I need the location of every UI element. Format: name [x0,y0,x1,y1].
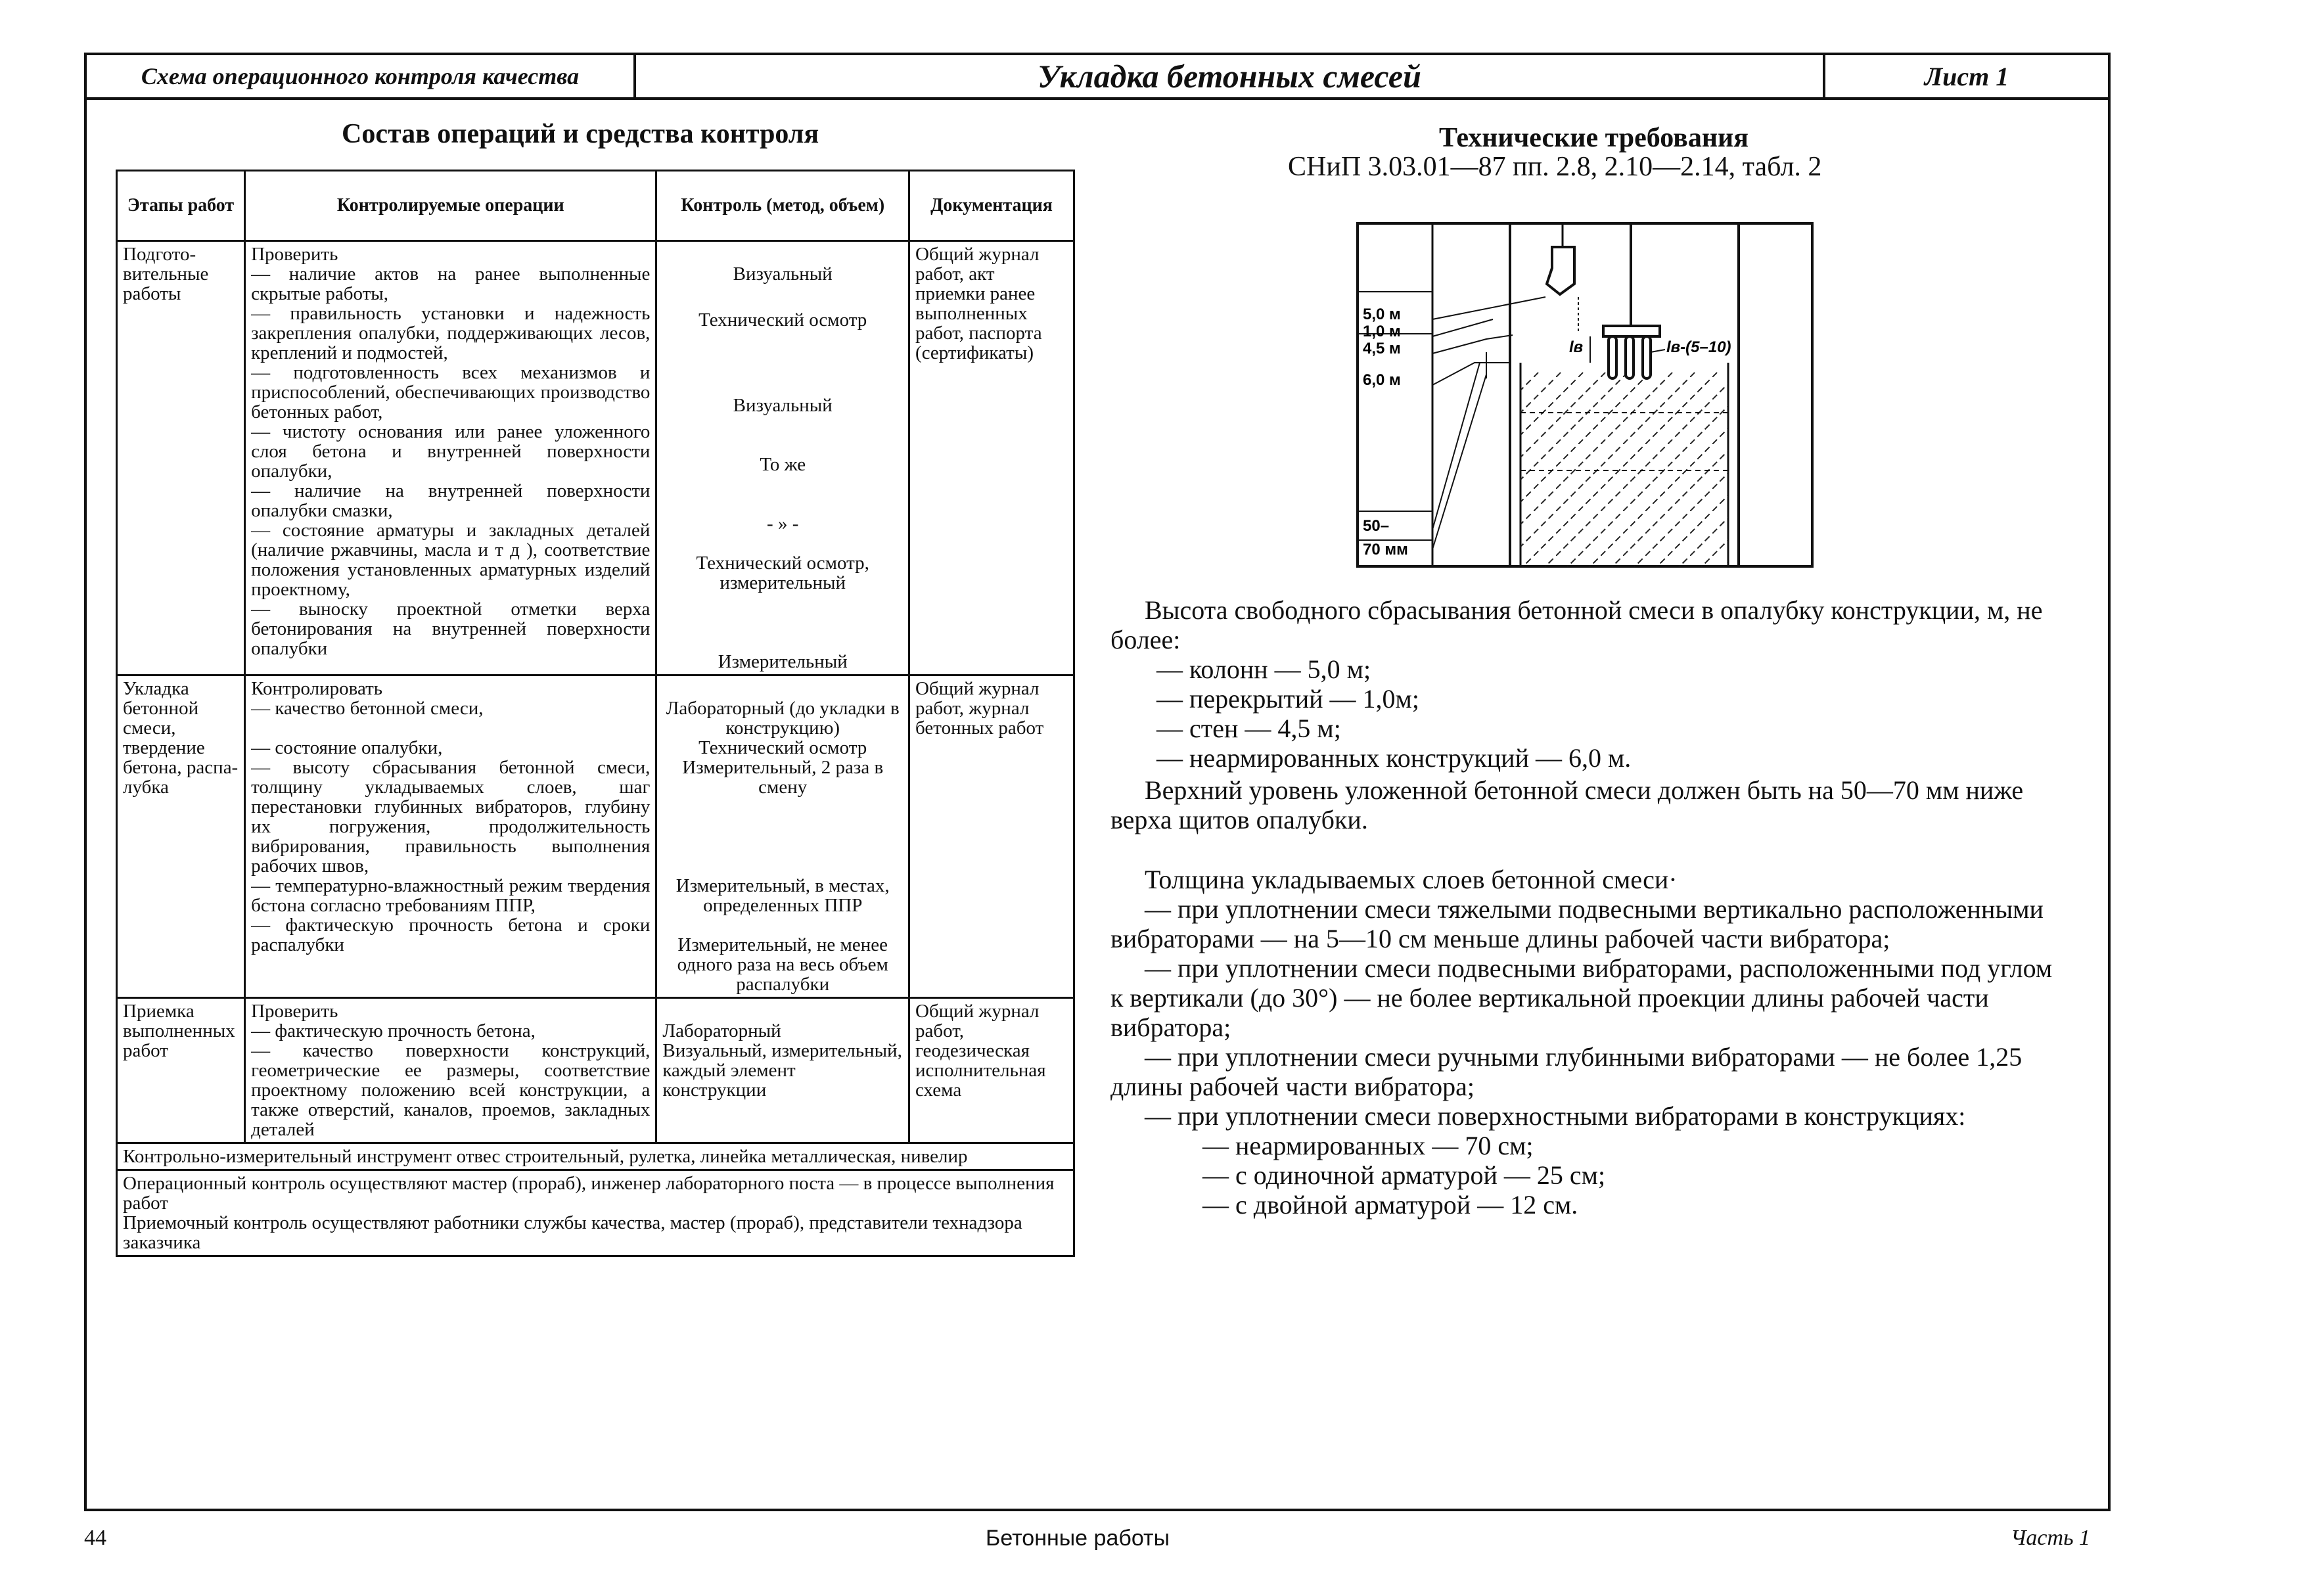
sub-list-item: — с двойной арматурой — 12 см. [1202,1190,1578,1220]
bottom-label-50: 50– [1363,517,1390,535]
op-line: — подготовленность всех механизмов и приспособлений, обеспечивающих производство бетонных работ, [251,362,651,422]
control-line: Измерительный, 2 раза в смену [682,757,884,798]
op-line: Проверить [251,1001,338,1022]
tech-requirements-title: Технические требования [1439,123,1749,153]
acceptance-control-note: Приемочный контроль осуществляют работники службы качества, мастер (прораб), представители технадзора заказчика [123,1212,1022,1253]
control-notes-cell [117,1170,1074,1256]
op-line: — состояние опалубки, [251,737,443,758]
control-line: Визуальный, измерительный, каждый элемент конструкции [662,1040,902,1101]
sub-list-item: — неармированных — 70 см; [1202,1131,1534,1160]
list-item: — при уплотнении смеси ручными глубинными вибраторами — не более 1,25 длины рабочей части вибратора; [1110,1042,2023,1101]
instrument-note: Контрольно-измерительный инструмент отвес строительный, рулетка, линейка металлическая, нивелир [117,1143,1074,1170]
table-row [117,241,1074,675]
op-line: Контролировать [251,678,382,699]
docs-cell: Общий журнал работ, геодезическая исполнительная схема [909,998,1074,1143]
height-label-columns: 5,0 м [1363,306,1401,323]
col-header-control: Контроль (метод, объем) [656,171,909,241]
list-item: — при уплотнении смеси тяжелыми подвесными вертикально расположенными вибраторами — на 5—10 см меньше длины рабочей части вибратора; [1110,894,2044,953]
concrete-fill [1520,371,1728,566]
control-line: Измерительный, не менее одного раза на весь объем распалубки [677,934,888,995]
table-row [117,998,1074,1143]
vibrator-head-icon [1603,326,1660,336]
docs-cell: Общий журнал работ, акт приемки ранее выполненных работ, паспорта (сертификаты) [909,241,1074,675]
operations-cell [245,675,656,998]
op-line: — высоту сбрасывания бетонной смеси, толщину укладываемых слоев, шаг перестановки глубинных вибраторов, глубину их погружения, продолжительность вибрирования, правильность выполнения рабочих швов, [251,757,651,877]
control-cell [656,241,909,675]
stage-cell: Подгото-вительные работы [117,241,245,675]
control-cell [656,998,909,1143]
sub-list-item: — с одиночной арматурой — 25 см; [1202,1160,1606,1190]
list-item: — перекрытий — 1,0м; [1156,684,1419,714]
control-line: Лабораторный [662,1020,781,1041]
list-item: — колонн — 5,0 м; [1156,654,1371,684]
bottom-label-70mm: 70 мм [1363,541,1408,559]
list-item: — при уплотнении смеси поверхностными вибраторами в конструкциях: [1145,1101,1966,1131]
control-line: - » - [767,513,799,534]
table-row [117,675,1074,998]
control-line: То же [760,454,806,475]
height-label-unreinforced: 6,0 м [1363,371,1401,389]
col-header-operations: Контролируемые операции [245,171,656,241]
col-header-docs: Документация [909,171,1074,241]
header-topic: Укладка бетонных смесей [636,55,1825,97]
footer-part: Часть 1 [2011,1526,2091,1550]
op-line: — температурно-влажностный режим твердения бстона согласно требованиям ППР, [251,875,651,916]
list-item: — при уплотнении смеси подвесными вибраторами, расположенными под углом к вертикали (до 30°) — не более вертикальной проекции длины рабочей части вибратора; [1110,953,2053,1042]
operations-cell [245,241,656,675]
op-line: Проверить [251,244,338,265]
op-line: — качество бетонной смеси, [251,698,484,719]
layer-thickness-intro: Толщина укладываемых слоев бетонной смеси· [1145,865,1678,894]
footer-section: Бетонные работы [986,1526,1170,1551]
table-row [117,1170,1074,1256]
lv-formula: lв-(5–10) [1666,338,1731,356]
control-line: Технический осмотр, измерительный [696,553,869,593]
control-line: Визуальный [733,263,833,285]
header-scheme-title: Схема операционного контроля качества [87,55,636,97]
concrete-placement-diagram [1355,221,1815,569]
control-line: Измерительный [718,651,848,672]
operations-cell [245,998,656,1143]
operational-control-note: Операционный контроль осуществляют мастер (прораб), инженер лабораторного поста — в процессе выполнения работ [123,1173,1055,1214]
height-label-walls: 4,5 м [1363,340,1401,357]
docs-cell: Общий журнал работ, журнал бетонных работ [909,675,1074,998]
header-sheet: Лист 1 [1924,61,2009,91]
stage-cell: Укладка бетонной смеси, твердение бетона, распа-лубка [117,675,245,998]
op-line: — выноску проектной отметки верха бетонирования на внутренней поверхности опалубки [251,599,651,659]
snip-reference: СНиП 3.03.01—87 пп. 2.8, 2.10—2.14, табл. 2 [1288,152,1822,182]
table-header-row [117,171,1074,241]
col-header-stage: Этапы работ [117,171,245,241]
operations-table [116,170,1075,1257]
top-level-note: Верхний уровень уложенной бетонной смеси должен быть на 50—70 мм ниже верха щитов опалубки. [1110,775,2024,834]
lv-label: lв [1569,338,1584,356]
control-line: Визуальный [733,395,833,416]
table-row [117,1143,1074,1170]
op-line: — качество поверхности конструкций, геометрические ее размеры, соответствие проектному положению всей конструкции, а также отверстий, каналов, проемов, закладных деталей [251,1040,651,1140]
control-line: Технический осмотр [698,309,867,331]
control-line: Лабораторный (до укладки в конструкцию) [666,698,900,739]
control-line: Измерительный, в местах, определенных ППР [675,875,890,916]
op-line: — наличие актов на ранее выполненные скрытые работы, [251,263,651,304]
drop-height-intro: Высота свободного сбрасывания бетонной смеси в опалубку конструкции, м, не более: [1110,595,2043,654]
page-header [87,55,2108,100]
control-cell [656,675,909,998]
list-item: — неармированных конструкций — 6,0 м. [1156,743,1632,773]
height-label-floors: 1,0 м [1363,323,1401,340]
bucket-icon [1547,247,1574,294]
stage-cell: Приемка выполненных работ [117,998,245,1143]
op-line: — состояние арматуры и закладных деталей (наличие ржавчины, масла и т д ), соответствие положения установленных арматурных изделий проектному, [251,520,651,600]
op-line: — наличие на внутренней поверхности опалубки смазки, [251,480,651,521]
control-line: Технический осмотр [698,737,867,758]
op-line: — правильность установки и надежность закрепления опалубки, поддерживающих лесов, креплений и подмостей, [251,303,651,363]
op-line: — фактическую прочность бетона и сроки распалубки [251,915,651,955]
op-line: — чистоту основания или ранее уложенного слоя бетона и внутренней поверхности опалубки, [251,421,651,482]
list-item: — стен — 4,5 м; [1156,714,1341,743]
requirements-text [1110,595,2057,1220]
page-number: 44 [84,1526,106,1550]
op-line: — фактическую прочность бетона, [251,1020,536,1041]
operations-title: Состав операций и средства контроля [342,119,819,149]
